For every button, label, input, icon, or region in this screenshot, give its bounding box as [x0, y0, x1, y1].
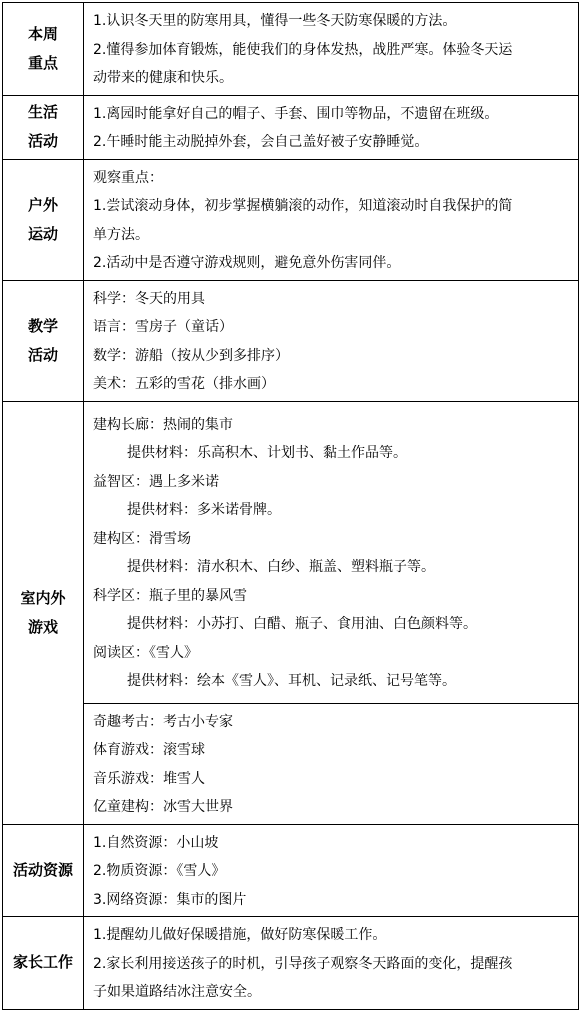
content-line: 单方法。 — [93, 226, 149, 243]
content-line: 2.午睡时能主动脱掉外套，会自己盖好被子安静睡觉。 — [93, 134, 429, 150]
teaching-activities-label — [3, 280, 84, 401]
teaching-activities-content — [84, 280, 579, 401]
indoor-outdoor-games-row — [3, 401, 579, 703]
content-line: 科学区：瓶子里的暴风雪 — [93, 587, 247, 604]
section-label-text: 家长工作 — [12, 953, 73, 972]
weekly-focus-label — [3, 3, 84, 96]
material-line: 提供材料：多米诺骨牌。 — [127, 502, 281, 518]
indoor-outdoor-games-content — [84, 703, 579, 824]
content-line: 建构区：滑雪场 — [93, 530, 191, 547]
content-line: 3.网络资源：集市的图片 — [93, 891, 247, 908]
content-line: 美术：五彩的雪花（排水画） — [93, 376, 275, 392]
indoor-outdoor-games-row-2 — [3, 703, 579, 824]
outdoor-sports-content — [84, 159, 579, 280]
content-line: 亿童建构：冰雪大世界 — [93, 799, 233, 815]
section-label-text: 运动 — [27, 224, 58, 243]
content-line: 建构长廊：热闹的集市 — [93, 416, 233, 433]
weekly-focus-content — [84, 3, 579, 96]
content-line: 2.物质资源：《雪人》 — [93, 863, 226, 879]
content-line: 音乐游戏：堆雪人 — [93, 770, 205, 787]
section-label-text: 户外 — [27, 195, 58, 214]
content-line: 1.离园时能拿好自己的帽子、手套、围巾等物品，不遗留在班级。 — [93, 105, 499, 122]
content-line: 动带来的健康和快乐。 — [93, 70, 233, 86]
parent-work-content — [84, 917, 579, 1010]
section-label-text: 活动 — [27, 345, 58, 364]
section-label-text: 室内外 — [20, 588, 66, 607]
weekly-plan-table — [2, 2, 579, 1010]
daily-life-content — [84, 95, 579, 159]
section-label-text: 游戏 — [27, 617, 58, 636]
content-line: 观察重点： — [93, 169, 163, 186]
content-line: 2.家长利用接送孩子的时机，引导孩子观察冬天路面的变化，提醒孩 — [93, 955, 513, 972]
content-line: 2.活动中是否遵守游戏规则，避免意外伤害同伴。 — [93, 255, 401, 271]
material-line: 提供材料：绘本《雪人》、耳机、记录纸、记号笔等。 — [127, 673, 456, 689]
daily-life-row — [3, 95, 579, 159]
outdoor-sports-label — [3, 159, 84, 280]
section-label-text: 活动 — [27, 132, 58, 150]
content-line: 1.认识冬天里的防寒用具，懂得一些冬天防寒保暖的方法。 — [93, 13, 457, 29]
content-line: 科学：冬天的用具 — [93, 290, 205, 307]
content-line: 子如果道路结冰注意安全。 — [93, 984, 261, 1000]
parent-work-row — [3, 917, 579, 1010]
teaching-activities-row — [3, 280, 579, 401]
daily-life-label — [3, 95, 84, 159]
outdoor-sports-row — [3, 159, 579, 280]
parent-work-label — [3, 917, 84, 1010]
section-label-text: 教学 — [27, 316, 58, 335]
material-line: 提供材料：清水积木、白纱、瓶盖、塑料瓶子等。 — [127, 559, 435, 575]
content-line: 1.自然资源：小山坡 — [93, 834, 219, 851]
section-label-text: 生活 — [27, 103, 58, 121]
content-line: 1.尝试滚动身体，初步掌握横躺滚的动作，知道滚动时自我保护的简 — [93, 198, 513, 214]
activity-resources-row — [3, 824, 579, 917]
content-line: 奇趣考古：考古小专家 — [93, 713, 233, 730]
section-label-text: 重点 — [27, 53, 58, 72]
weekly-focus-row — [3, 3, 579, 96]
content-line: 益智区：遇上多米诺 — [93, 473, 219, 490]
content-line: 语言：雪房子（童话） — [93, 319, 233, 335]
content-line: 数学：游船（按从少到多排序） — [93, 347, 289, 364]
section-label-text: 本周 — [27, 24, 58, 43]
activity-resources-label — [3, 824, 84, 917]
activity-resources-content — [84, 824, 579, 917]
indoor-outdoor-games-content — [84, 401, 579, 703]
material-line: 提供材料：乐高积木、计划书、黏土作品等。 — [127, 445, 407, 461]
content-line: 阅读区：《雪人》 — [93, 644, 198, 661]
content-line: 体育游戏：滚雪球 — [93, 742, 205, 758]
indoor-outdoor-games-label — [3, 401, 84, 824]
section-label-text: 活动资源 — [12, 860, 73, 879]
content-line: 2.懂得参加体育锻炼，能使我们的身体发热，战胜严寒。体验冬天运 — [93, 41, 513, 58]
material-line: 提供材料：小苏打、白醋、瓶子、食用油、白色颜料等。 — [127, 616, 477, 632]
content-line: 1.提醒幼儿做好保暖措施，做好防寒保暖工作。 — [93, 927, 387, 943]
